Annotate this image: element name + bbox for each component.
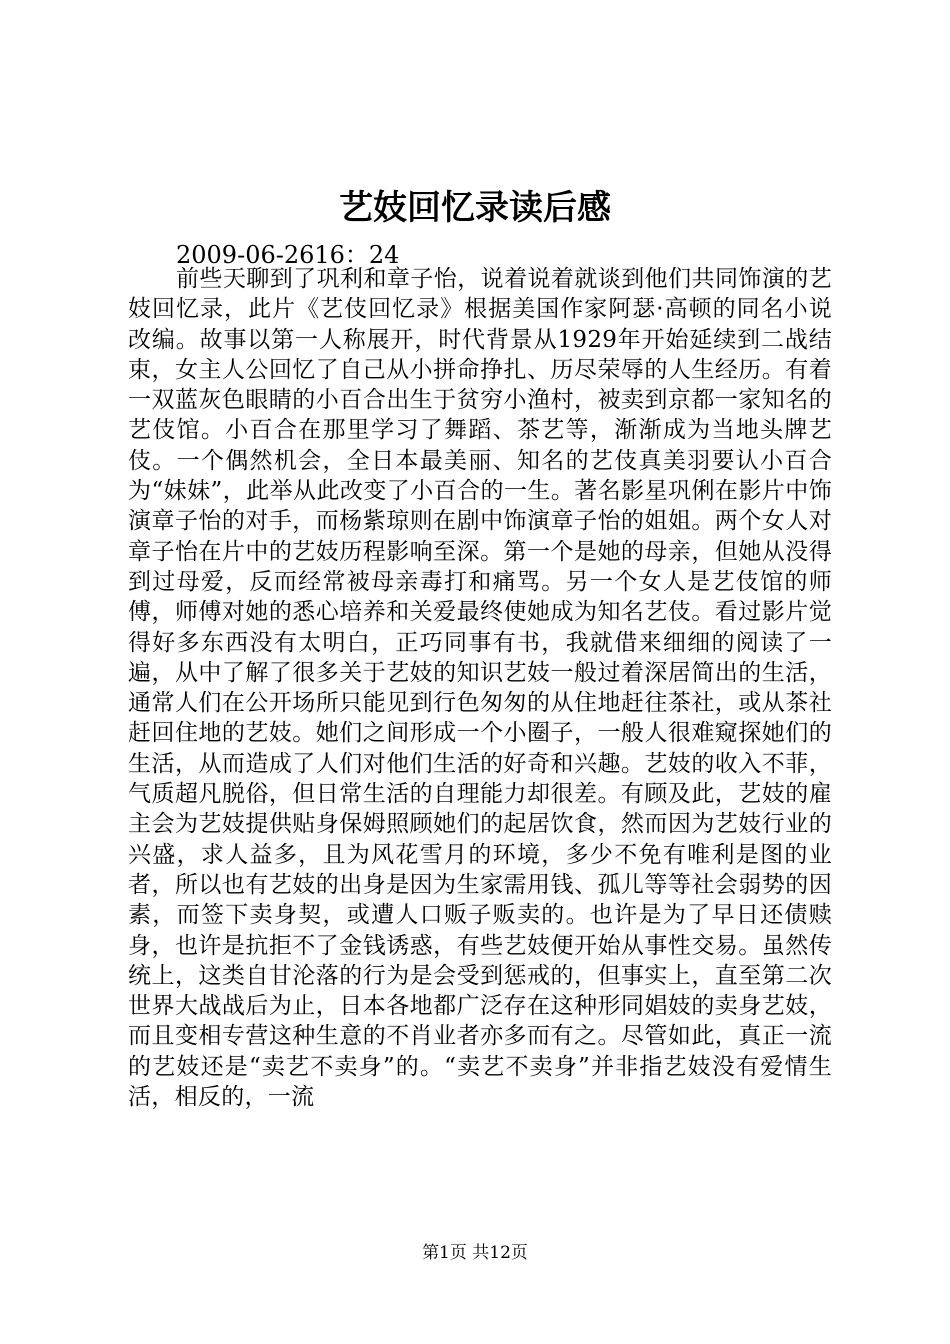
document-date: 2009-06-2616：24 <box>176 241 400 269</box>
page-footer: 第1页 共12页 <box>422 1243 528 1263</box>
document-title: 艺妓回忆录读后感 <box>339 188 611 228</box>
document-body: 前些天聊到了巩利和章子怡，说着说着就谈到他们共同饰演的艺妓回忆录，此片《艺伎回忆录》根据美国作家阿瑟·高顿的同名小说改编。故事以第一人称展开，时代背景从1929年开始延续到二战结束，女主人公回忆了自己从小拼命挣扎、历尽荣辱的人生经历。有着一双蓝灰色眼睛的小百合出生于贫穷小渔村，被卖到京都一家知名的艺伎馆。小百合在那里学习了舞蹈、茶艺等，渐渐成为当地头牌艺伎。一个偶然机会，全日本最美丽、知名的艺伎真美羽要认小百合为“妹妹”，此举从此改变了小百合的一生。著名影星巩俐在影片中饰演章子怡的对手，而杨紫琼则在剧中饰演章子怡的姐姐。两个女人对章子怡在片中的艺妓历程影响至深。第一个是她的母亲，但她从没得到过母爱，反而经常被母亲毒打和痛骂。另一个女人是艺伎馆的师傅，师傅对她的悉心培养和关爱最终使她成为知名艺伎。看过影片觉得好多东西没有太明白，正巧同事有书，我就借来细细的阅读了一遍，从中了解了很多关于艺妓的知识艺妓一般过着深居简出的生活，通常人们在公开场所只能见到行色匆匆的从住地赶往茶社，或从茶社赶回住地的艺妓。她们之间形成一个小圈子，一般人很难窥探她们的生活，从而造成了人们对他们生活的好奇和兴趣。艺妓的收入不菲，气质超凡脱俗，但日常生活的自理能力却很差。有顾及此，艺妓的雇主会为艺妓提供贴身保姆照顾她们的起居饮食，然而因为艺妓行业的兴盛，求人益多，且为风花雪月的环境，多少不免有唯利是图的业者，所以也有艺妓的出身是因为生家需用钱、孤儿等等社会弱势的因素，而签下卖身契，或遭人口贩子贩卖的。也许是为了早日还债赎身，也许是抗拒不了金钱诱惑，有些艺妓便开始从事性交易。虽然传统上，这类自甘沦落的行为是会受到惩戒的，但事实上，直至第二次世界大战战后为止，日本各地都广泛存在这种形同娼妓的卖身艺妓，而且变相专营这种生意的不肖业者亦多而有之。尽管如此，真正一流的艺妓还是“卖艺不卖身”的。“卖艺不卖身”并非指艺妓没有爱情生活，相反的，一流 <box>128 266 832 1111</box>
